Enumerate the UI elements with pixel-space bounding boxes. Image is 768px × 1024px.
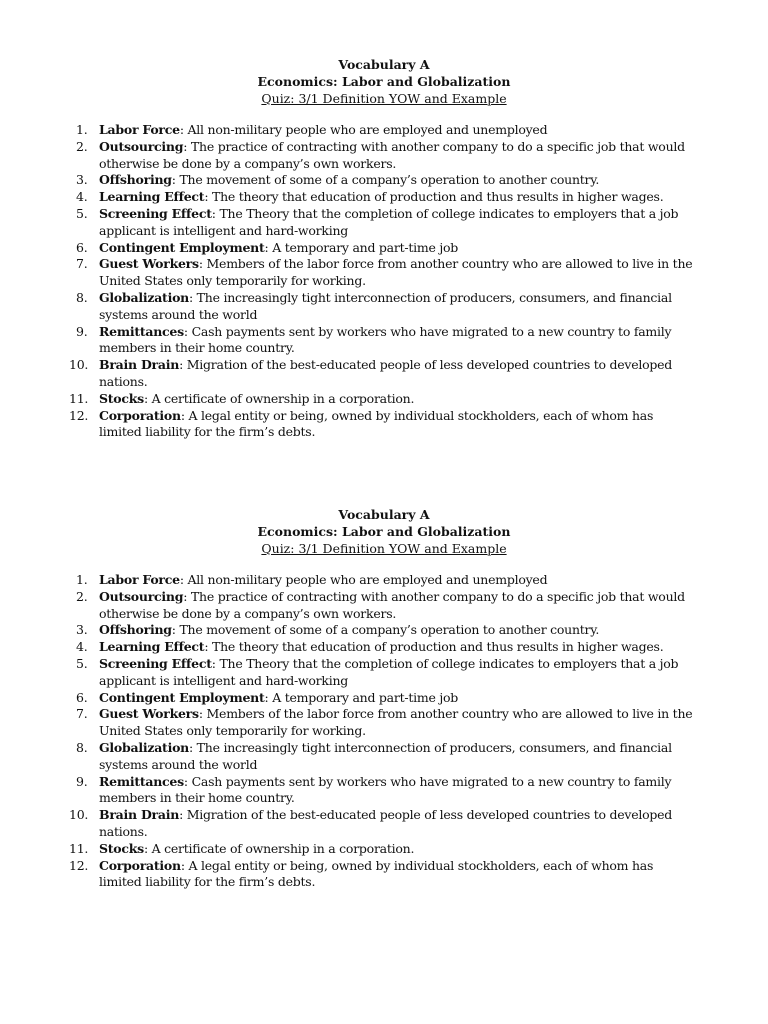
vocab-term: Guest Workers (99, 256, 199, 272)
list-item (78, 656, 698, 690)
item-number: 1. (76, 122, 88, 137)
section-header (0, 56, 768, 107)
item-number: 9. (76, 323, 88, 339)
item-number: 10. (69, 807, 89, 823)
vocab-term: Outsourcing (99, 138, 184, 154)
vocab-definition: : The practice of contracting with another company to do a specific job that would otherwise be done by a company’s own workers. (99, 138, 685, 171)
item-number: 4. (76, 189, 88, 205)
vocab-definition: : The Theory that the completion of college indicates to employers that a job applicant is intelligent and hard-working (99, 205, 679, 238)
list-item (78, 240, 698, 257)
vocab-term: Guest Workers (99, 706, 199, 722)
vocab-definition: : A legal entity or being, owned by individual stockholders, each of whom has limited liability for the firm’s debts. (99, 857, 654, 890)
vocab-term: Brain Drain (99, 807, 180, 823)
item-number: 8. (76, 289, 88, 305)
list-item (69, 857, 698, 892)
vocab-term: Corporation (99, 857, 181, 873)
vocab-term: Learning Effect (99, 189, 205, 205)
item-number: 5. (76, 205, 88, 221)
item-number: 11. (69, 840, 89, 856)
vocab-definition: : The increasingly tight interconnection of producers, consumers, and financial systems around the world (99, 289, 672, 322)
list-item (78, 122, 698, 139)
item-number: 8. (76, 739, 88, 755)
vocab-term: Offshoring (99, 622, 172, 638)
vocab-definition: : The Theory that the completion of college indicates to employers that a job applicant is intelligent and hard-working (99, 655, 679, 688)
list-item (78, 172, 698, 189)
vocab-definition: : Migration of the best-educated people of less developed countries to developed nations. (99, 807, 673, 839)
vocab-definition: : A temporary and part-time job (264, 239, 459, 255)
vocab-definition: : Cash payments sent by workers who have migrated to a new country to family members in their home country. (99, 323, 672, 356)
list-item (78, 706, 698, 740)
item-number: 4. (76, 639, 88, 655)
document-subtitle: Economics: Labor and Globalization (257, 74, 511, 89)
item-number: 6. (76, 239, 88, 255)
vocab-definition: : Members of the labor force from another country who are allowed to live in the United States only temporarily for working. (99, 256, 693, 289)
vocab-definition: : The theory that education of production and thus results in higher wages. (204, 639, 664, 655)
vocab-term: Screening Effect (99, 205, 212, 221)
vocab-term: Brain Drain (99, 357, 180, 373)
list-item (78, 589, 698, 623)
vocab-term: Screening Effect (99, 655, 212, 671)
list-item (69, 390, 698, 408)
item-number: 7. (76, 256, 88, 272)
vocab-definition: : All non-military people who are employed and unemployed (179, 122, 548, 137)
vocabulary-list (69, 572, 698, 891)
vocab-definition: : Cash payments sent by workers who have migrated to a new country to family members in their home country. (99, 773, 672, 806)
item-number: 12. (69, 407, 89, 423)
document-title: Vocabulary A (338, 57, 430, 72)
list-item (78, 139, 698, 173)
item-number: 11. (69, 390, 89, 406)
item-number: 5. (76, 655, 88, 671)
list-item (69, 407, 698, 442)
quiz-note: Quiz: 3/1 Definition YOW and Example (261, 91, 507, 106)
item-number: 6. (76, 689, 88, 705)
list-item (78, 572, 698, 589)
vocabulary-list (69, 122, 698, 441)
item-number: 3. (76, 622, 88, 638)
vocab-term: Outsourcing (99, 588, 184, 604)
list-item (69, 840, 698, 858)
vocab-definition: : A certificate of ownership in a corporation. (143, 840, 415, 856)
section-header (0, 506, 768, 557)
vocab-term: Globalization (99, 289, 189, 305)
vocabulary-section-2 (0, 506, 768, 890)
list-item (78, 290, 698, 324)
item-number: 7. (76, 706, 88, 722)
vocab-definition: : The movement of some of a company’s operation to another country. (171, 622, 600, 638)
document-title: Vocabulary A (338, 507, 430, 522)
document-subtitle: Economics: Labor and Globalization (257, 524, 511, 539)
vocab-definition: : A certificate of ownership in a corporation. (143, 390, 415, 406)
item-number: 2. (76, 138, 88, 154)
vocab-definition: : The increasingly tight interconnection of producers, consumers, and financial systems around the world (99, 739, 672, 772)
list-item (78, 622, 698, 639)
item-number: 2. (76, 588, 88, 604)
vocabulary-section-1 (0, 56, 768, 440)
item-number: 1. (76, 572, 88, 587)
list-item (78, 639, 698, 656)
vocab-definition: : The practice of contracting with another company to do a specific job that would otherwise be done by a company’s own workers. (99, 588, 685, 621)
list-item (78, 256, 698, 290)
list-item (78, 690, 698, 707)
vocab-definition: : The movement of some of a company’s operation to another country. (171, 172, 600, 188)
vocab-term: Contingent Employment (99, 239, 265, 255)
list-item (69, 357, 698, 391)
vocab-term: Globalization (99, 739, 189, 755)
item-number: 3. (76, 172, 88, 188)
list-item (69, 807, 698, 841)
vocab-definition: : A legal entity or being, owned by individual stockholders, each of whom has limited liability for the firm’s debts. (99, 407, 654, 440)
vocab-definition: : A temporary and part-time job (264, 689, 459, 705)
vocab-definition: : The theory that education of production and thus results in higher wages. (204, 189, 664, 205)
vocab-definition: : All non-military people who are employed and unemployed (179, 572, 548, 587)
vocab-term: Labor Force (99, 572, 180, 587)
list-item (78, 206, 698, 240)
vocab-term: Labor Force (99, 122, 180, 137)
vocab-term: Stocks (99, 390, 144, 406)
item-number: 9. (76, 773, 88, 789)
list-item (78, 189, 698, 206)
vocab-term: Stocks (99, 840, 144, 856)
vocab-term: Learning Effect (99, 639, 205, 655)
list-item (78, 740, 698, 774)
list-item (78, 324, 698, 358)
item-number: 10. (69, 357, 89, 373)
vocab-definition: : Migration of the best-educated people of less developed countries to developed nations. (99, 357, 673, 389)
vocab-term: Contingent Employment (99, 689, 265, 705)
vocab-term: Corporation (99, 407, 181, 423)
quiz-note: Quiz: 3/1 Definition YOW and Example (261, 541, 507, 556)
vocab-term: Offshoring (99, 172, 172, 188)
list-item (78, 774, 698, 808)
vocab-term: Remittances (99, 773, 184, 789)
vocab-definition: : Members of the labor force from another country who are allowed to live in the United States only temporarily for working. (99, 706, 693, 739)
item-number: 12. (69, 857, 89, 873)
vocab-term: Remittances (99, 323, 184, 339)
